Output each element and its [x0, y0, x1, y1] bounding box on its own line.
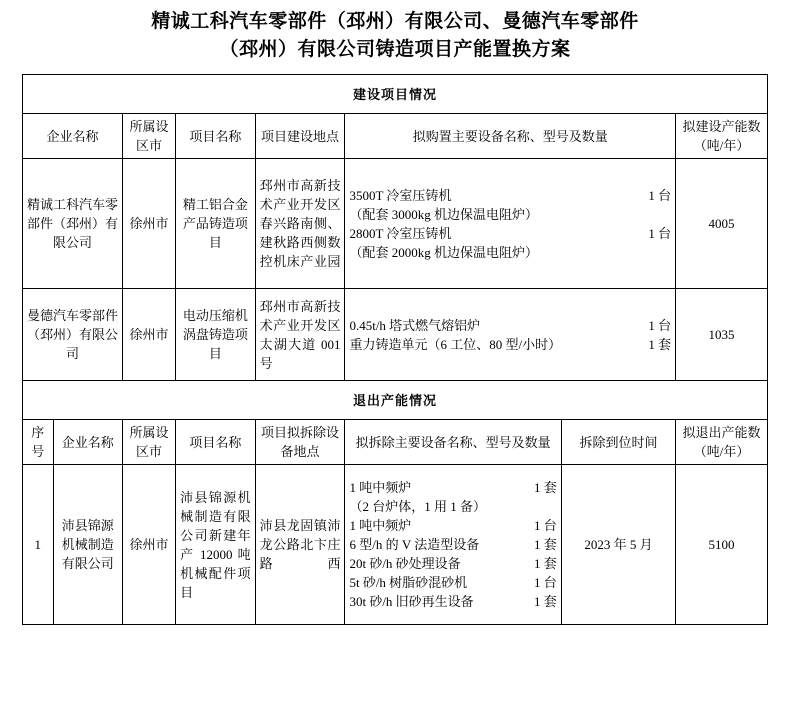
equipment-line [349, 205, 671, 224]
cell-capacity: 4005 [676, 159, 768, 289]
table-row [23, 159, 768, 289]
col-header-site: 项目建设地点 [255, 114, 345, 159]
equipment-qty [661, 205, 671, 224]
section-heading-row-build [23, 75, 768, 114]
section-heading-build: 建设项目情况 [23, 75, 768, 114]
col-header-city: 所属设区市 [123, 114, 176, 159]
equipment-line [349, 592, 556, 611]
cell-company: 沛县锦源机械制造有限公司 [53, 465, 122, 625]
cell-index: 1 [23, 465, 54, 625]
equipment-line [349, 316, 671, 335]
equipment-line [349, 497, 556, 516]
equipment-qty: 1 台 [648, 317, 672, 333]
col-header-equipment: 拟拆除主要设备名称、型号及数量 [345, 420, 561, 465]
page-title-line-1: 精诚工科汽车零部件（邳州）有限公司、曼德汽车零部件 [151, 11, 639, 32]
cell-equipment [345, 465, 561, 625]
equipment-name: （配套 3000kg 机边保温电阻炉） [349, 206, 538, 222]
cell-equipment [345, 159, 676, 289]
equipment-name: 0.45t/h 塔式燃气熔铝炉 [349, 317, 481, 333]
equipment-name: 重力铸造单元（6 工位、80 型/小时） [349, 336, 562, 352]
equipment-name: 5t 砂/h 树脂砂混砂机 [349, 575, 468, 590]
equipment-name: （2 台炉体，1 用 1 备） [349, 499, 486, 514]
section-heading-exit: 退出产能情况 [23, 381, 768, 420]
equipment-line [349, 335, 671, 354]
equipment-name: 30t 砂/h 旧砂再生设备 [349, 594, 474, 609]
equipment-line [349, 535, 556, 554]
equipment-qty: 1 套 [648, 336, 672, 352]
page-title-line-2: （邳州）有限公司铸造项目产能置换方案 [219, 39, 571, 60]
col-header-project: 项目名称 [176, 420, 256, 465]
equipment-line [349, 186, 671, 205]
cell-site: 邳州市高新技术产业开发区春兴路南侧、建秋路西侧数控机床产业园 [255, 159, 345, 289]
cell-company: 曼德汽车零部件（邳州）有限公司 [23, 289, 123, 381]
col-header-site: 项目拟拆除设备地点 [255, 420, 345, 465]
cell-site: 邳州市高新技术产业开发区太湖大道 001 号 [255, 289, 345, 381]
table-header-row-exit [23, 420, 768, 465]
equipment-qty: 1 套 [534, 480, 557, 495]
equipment-qty: 1 台 [534, 575, 557, 590]
col-header-project: 项目名称 [176, 114, 256, 159]
cell-city: 徐州市 [123, 159, 176, 289]
cell-project: 沛县锦源机械制造有限公司新建年产 12000 吨机械配件项目 [176, 465, 256, 625]
equipment-name: 1 吨中频炉 [349, 518, 412, 533]
cell-capacity: 1035 [676, 289, 768, 381]
cell-city: 徐州市 [123, 465, 176, 625]
equipment-qty: 1 台 [648, 225, 672, 241]
equipment-name: 1 吨中频炉 [349, 480, 412, 495]
equipment-line [349, 554, 556, 573]
equipment-qty: 1 台 [648, 187, 672, 203]
capacity-replacement-table [22, 74, 768, 625]
equipment-line [349, 224, 671, 243]
equipment-qty: 1 套 [534, 594, 557, 609]
equipment-name: （配套 2000kg 机边保温电阻炉） [349, 244, 538, 260]
col-header-equipment: 拟购置主要设备名称、型号及数量 [345, 114, 676, 159]
table-row [23, 465, 768, 625]
equipment-qty: 1 台 [534, 518, 557, 533]
table-row [23, 289, 768, 381]
cell-project: 电动压缩机涡盘铸造项目 [176, 289, 256, 381]
col-header-time: 拆除到位时间 [561, 420, 675, 465]
equipment-qty [661, 243, 671, 262]
equipment-name: 2800T 冷室压铸机 [349, 225, 452, 241]
equipment-qty: 1 套 [534, 537, 557, 552]
col-header-city: 所属设区市 [123, 420, 176, 465]
section-heading-row-exit [23, 381, 768, 420]
cell-capacity: 5100 [676, 465, 768, 625]
cell-site: 沛县龙固镇沛龙公路北卞庄路西 [255, 465, 345, 625]
equipment-name: 6 型/h 的 V 法造型设备 [349, 537, 480, 552]
equipment-line [349, 478, 556, 497]
cell-project: 精工铝合金产品铸造项目 [176, 159, 256, 289]
col-header-index: 序号 [23, 420, 54, 465]
col-header-company: 企业名称 [23, 114, 123, 159]
page-title [22, 0, 768, 74]
table-header-row-build [23, 114, 768, 159]
cell-time: 2023 年 5 月 [561, 465, 675, 625]
cell-city: 徐州市 [123, 289, 176, 381]
equipment-name: 3500T 冷室压铸机 [349, 187, 452, 203]
col-header-capacity: 拟建设产能数（吨/年） [676, 114, 768, 159]
col-header-company: 企业名称 [53, 420, 122, 465]
equipment-line [349, 516, 556, 535]
cell-equipment [345, 289, 676, 381]
equipment-line [349, 243, 671, 262]
equipment-name: 20t 砂/h 砂处理设备 [349, 556, 461, 571]
col-header-capacity: 拟退出产能数（吨/年） [676, 420, 768, 465]
cell-company: 精诚工科汽车零部件（邳州）有限公司 [23, 159, 123, 289]
equipment-line [349, 573, 556, 592]
equipment-qty [547, 497, 557, 516]
equipment-qty: 1 套 [534, 556, 557, 571]
